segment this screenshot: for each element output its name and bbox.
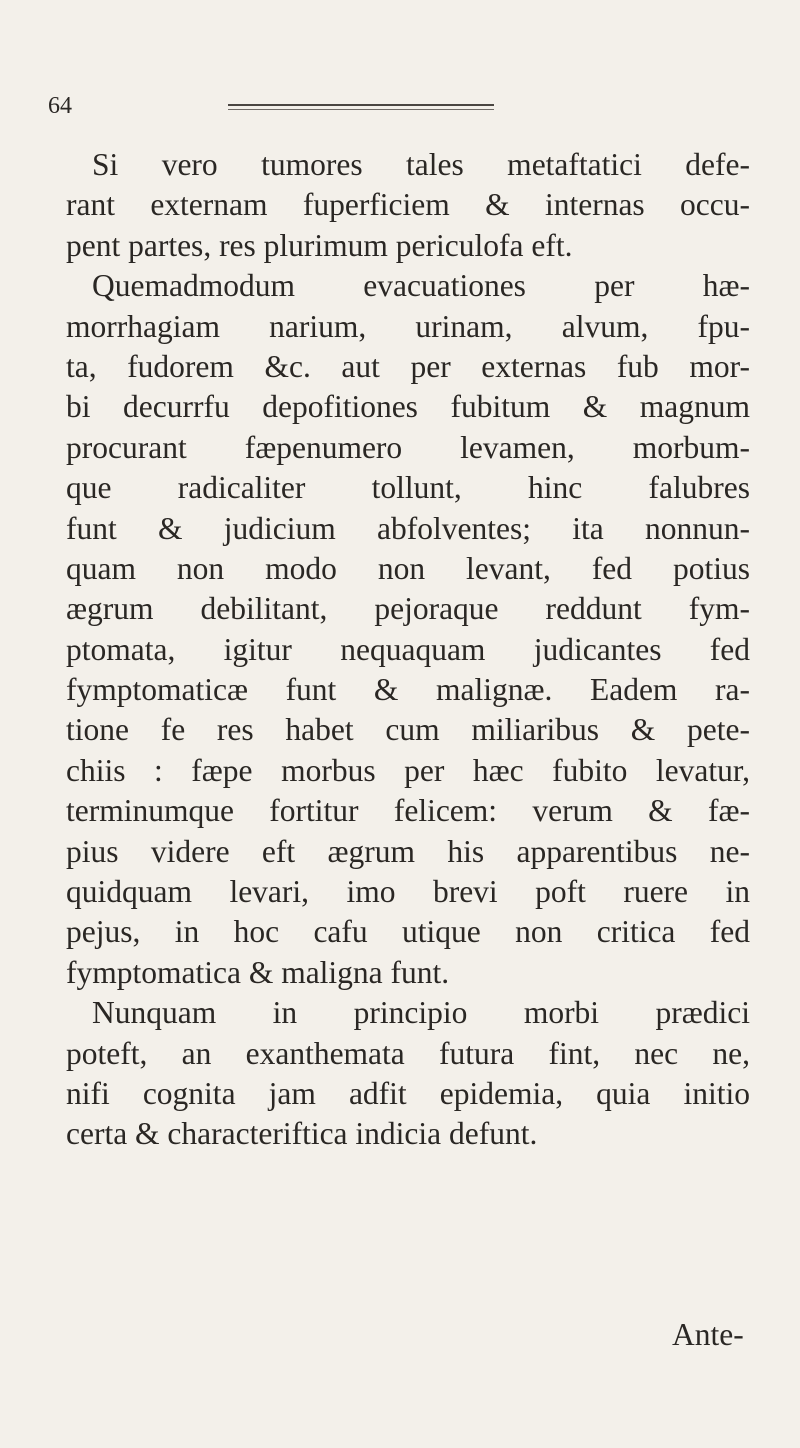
text-line: ptomata, igitur nequaquam judicantes fed [66,631,750,667]
text-line: morrhagiam narium, urinam, alvum, fpu- [66,308,750,344]
text-line: pius videre eft ægrum his apparentibus ne- [66,833,750,869]
text-line: quam non modo non levant, fed potius [66,550,750,586]
text-line: chiis : fæpe morbus per hæc fubito levatur, [66,752,750,788]
page-number: 64 [48,93,72,119]
header-rule [228,104,494,110]
text-line: nifi cognita jam adfit epidemia, quia initio [66,1075,750,1111]
text-line: ægrum debilitant, pejoraque reddunt fym- [66,591,750,627]
text-line: fymptomatica & maligna funt. [66,954,450,990]
body-text [66,145,750,1155]
text-line: poteft, an exanthemata futura fint, nec ne, [66,1035,750,1071]
text-line: ta, fudorem &c. aut per externas fub mor- [66,348,750,384]
text-line: procurant fæpenumero levamen, morbum- [66,429,750,465]
text-line: que radicaliter tollunt, hinc falubres [66,470,750,506]
text-line: Nunquam in principio morbi prædici [92,995,750,1031]
text-line: certa & characteriftica indicia defunt. [66,1116,538,1152]
text-line: pejus, in hoc cafu utique non critica fed [66,914,750,950]
text-line: quidquam levari, imo brevi poft ruere in [66,874,750,910]
text-line: pent partes, res plurimum periculofa eft. [66,227,573,263]
text-line: rant externam fuperficiem & internas occu- [66,187,750,223]
text-line: fymptomaticæ funt & malignæ. Eadem ra- [66,672,750,708]
text-line: bi decurrfu depofitiones fubitum & magnum [66,389,750,425]
text-line: terminumque fortitur felicem: verum & fæ- [66,793,750,829]
text-line: tione fe res habet cum miliaribus & pete- [66,712,750,748]
text-line: Quemadmodum evacuationes per hæ- [92,268,750,304]
text-line: funt & judicium abfolventes; ita nonnun- [66,510,750,546]
text-line: Si vero tumores tales metaftatici defe- [92,147,750,182]
catchword: Ante- [672,1317,744,1352]
